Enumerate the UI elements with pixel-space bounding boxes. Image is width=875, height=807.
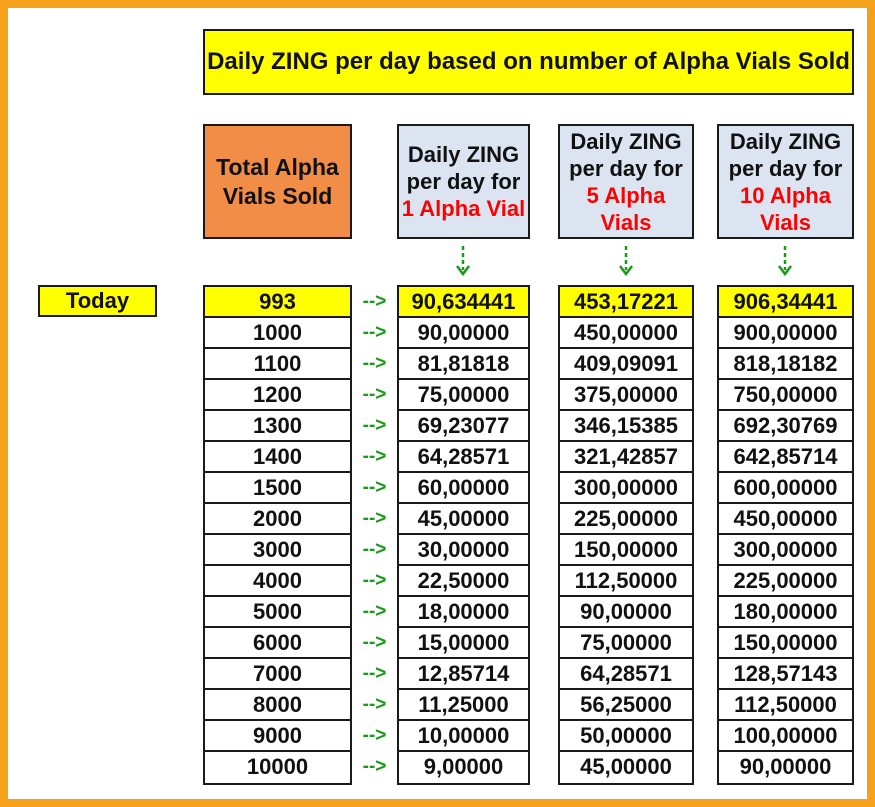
table-cell: 1100 — [205, 349, 350, 380]
table-cell: 600,00000 — [719, 473, 852, 504]
table-cell: 5000 — [205, 597, 350, 628]
row-arrow-icon: --> — [362, 415, 387, 436]
table-cell: 453,17221 — [560, 287, 692, 318]
table-cell: 300,00000 — [560, 473, 692, 504]
table-cell: 750,00000 — [719, 380, 852, 411]
table-cell: 409,09091 — [560, 349, 692, 380]
table-cell: 692,30769 — [719, 411, 852, 442]
table-cell: 11,25000 — [399, 690, 528, 721]
table-cell: 50,00000 — [560, 721, 692, 752]
table-cell: 90,00000 — [399, 318, 528, 349]
header-c5-line-4: Vials — [600, 209, 652, 235]
row-arrow-icon: --> — [362, 508, 387, 529]
row-arrow-icon: --> — [362, 756, 387, 777]
table-cell: 112,50000 — [560, 566, 692, 597]
table-cell: 90,00000 — [560, 597, 692, 628]
row-arrow-icon: --> — [362, 446, 387, 467]
table-cell: 906,34441 — [719, 287, 852, 318]
down-arrow-icon — [775, 244, 795, 278]
table-cell: 642,85714 — [719, 442, 852, 473]
table-cell: 2000 — [205, 504, 350, 535]
row-arrow-icon: --> — [362, 539, 387, 560]
table-cell: 12,85714 — [399, 659, 528, 690]
table-cell: 69,23077 — [399, 411, 528, 442]
table-cell: 150,00000 — [719, 628, 852, 659]
table-cell: 60,00000 — [399, 473, 528, 504]
row-arrow-icon: --> — [362, 477, 387, 498]
table-cell: 7000 — [205, 659, 350, 690]
header-c10-line-1: Daily ZING — [729, 128, 842, 154]
table-cell: 1000 — [205, 318, 350, 349]
table-cell: 346,15385 — [560, 411, 692, 442]
table-cell: 100,00000 — [719, 721, 852, 752]
table-cell: 9,00000 — [423, 754, 504, 779]
table-cell: 375,00000 — [560, 380, 692, 411]
table-cell: 45,00000 — [580, 754, 672, 779]
header-c10-line-3: 10 Alpha — [740, 182, 831, 208]
table-cell: 450,00000 — [560, 318, 692, 349]
header-total-vials-sold — [203, 124, 352, 239]
row-arrow-icon: --> — [362, 353, 387, 374]
header-5-alpha-vials — [558, 124, 694, 239]
table-cell: 1400 — [205, 442, 350, 473]
table-cell: 15,00000 — [399, 628, 528, 659]
row-arrow-icon: --> — [362, 725, 387, 746]
header-c5-line-3: 5 Alpha — [586, 182, 666, 208]
down-arrow-icon — [616, 244, 636, 278]
header-c5-line-2: per day for — [569, 155, 683, 181]
chart-title-text: Daily ZING per day based on number of Alpha Vials Sold — [207, 48, 850, 75]
table-cell: 75,00000 — [560, 628, 692, 659]
header-c10-line-4: Vials — [760, 209, 811, 235]
header-c10-line-2: per day for — [728, 155, 843, 181]
row-arrow-icon: --> — [362, 601, 387, 622]
table-cell: 180,00000 — [719, 597, 852, 628]
header-c5-line-1: Daily ZING — [570, 128, 682, 154]
table-cell: 300,00000 — [719, 535, 852, 566]
down-arrow-icon — [453, 244, 473, 278]
table-cell: 81,81818 — [399, 349, 528, 380]
header-c1-line-2: per day for — [406, 169, 521, 194]
column-10-alpha-vials — [717, 285, 854, 785]
column-total-vials-sold — [203, 285, 352, 785]
table-cell: 8000 — [205, 690, 350, 721]
table-cell: 64,28571 — [560, 659, 692, 690]
table-cell: 22,50000 — [399, 566, 528, 597]
table-cell: 150,00000 — [560, 535, 692, 566]
table-cell: 75,00000 — [399, 380, 528, 411]
table-cell: 10000 — [246, 754, 309, 779]
table-cell: 450,00000 — [719, 504, 852, 535]
table-cell: 112,50000 — [719, 690, 852, 721]
header-c1-line-1: Daily ZING — [407, 142, 520, 167]
table-cell: 4000 — [205, 566, 350, 597]
table-cell: 1300 — [205, 411, 350, 442]
header-10-alpha-vials — [717, 124, 854, 239]
row-arrow-icon: --> — [362, 694, 387, 715]
header-c1-line-3: 1 Alpha Vial — [401, 196, 526, 221]
table-cell: 90,634441 — [399, 287, 528, 318]
table-cell: 818,18182 — [719, 349, 852, 380]
row-arrow-icon: --> — [362, 632, 387, 653]
row-arrow-icon: --> — [362, 291, 387, 312]
table-cell: 45,00000 — [399, 504, 528, 535]
table-cell: 30,00000 — [399, 535, 528, 566]
table-cell: 225,00000 — [560, 504, 692, 535]
table-cell: 18,00000 — [399, 597, 528, 628]
table-cell: 128,57143 — [719, 659, 852, 690]
header-1-alpha-vial — [397, 124, 530, 239]
table-cell: 225,00000 — [719, 566, 852, 597]
table-cell: 1200 — [205, 380, 350, 411]
table-cell: 321,42857 — [560, 442, 692, 473]
today-label — [38, 285, 157, 317]
row-arrow-icon: --> — [362, 322, 387, 343]
row-arrow-icon: --> — [362, 384, 387, 405]
row-arrows-column — [352, 287, 397, 783]
column-1-alpha-vial — [397, 285, 530, 785]
header-total-line-2: Vials Sold — [222, 182, 333, 209]
table-cell: 1500 — [205, 473, 350, 504]
table-cell: 90,00000 — [739, 754, 832, 779]
table-cell: 6000 — [205, 628, 350, 659]
row-arrow-icon: --> — [362, 663, 387, 684]
table-cell: 10,00000 — [399, 721, 528, 752]
chart-title — [203, 29, 854, 95]
today-label-text: Today — [65, 288, 130, 313]
table-cell: 9000 — [205, 721, 350, 752]
header-total-line-1: Total Alpha — [216, 153, 339, 180]
table-cell: 56,25000 — [560, 690, 692, 721]
table-cell: 900,00000 — [719, 318, 852, 349]
table-cell: 3000 — [205, 535, 350, 566]
table-cell: 64,28571 — [399, 442, 528, 473]
column-5-alpha-vials — [558, 285, 694, 785]
row-arrow-icon: --> — [362, 570, 387, 591]
table-cell: 993 — [205, 287, 350, 318]
